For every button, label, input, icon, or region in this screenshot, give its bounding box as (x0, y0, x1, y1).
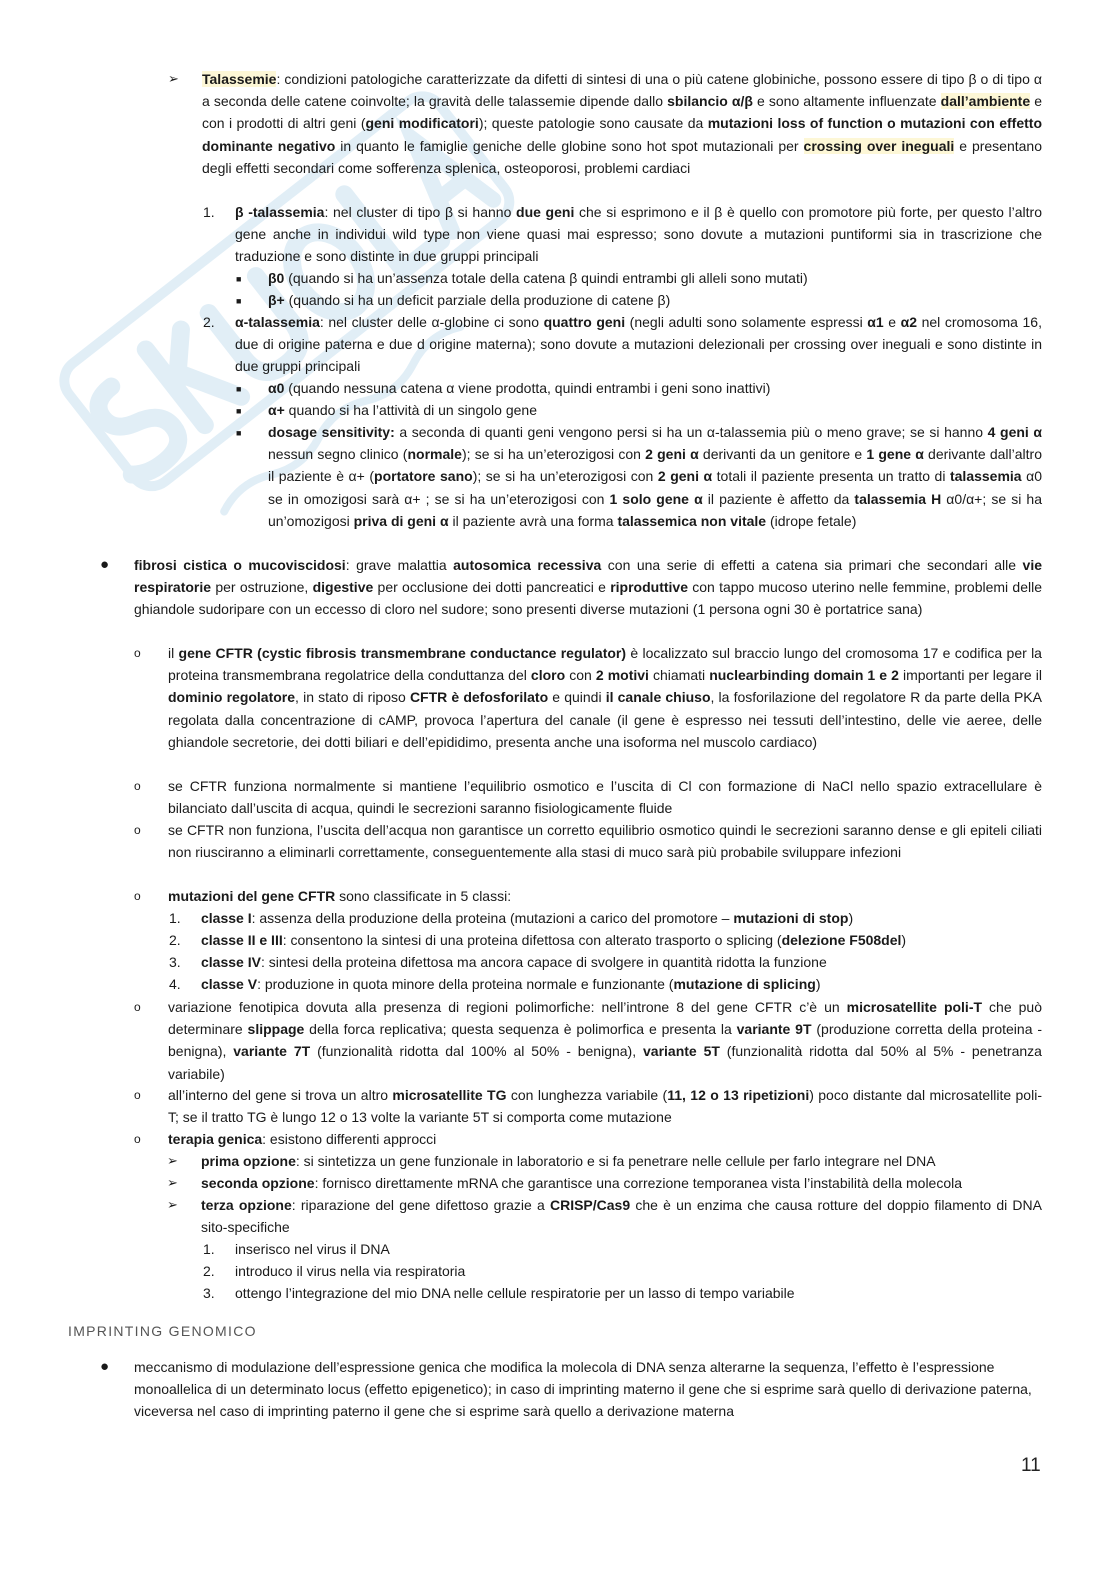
list-number: 1. (169, 910, 181, 926)
beta-talassemia-item: 1. β -talassemia: nel cluster di tipo β si hanno due geni che si esprimono e il β è quello con promotore più forte, per questo l’altro gene anche in individui wild type non viene quasi mai espresso; sono dovute a mutazioni puntiformi sia in trascrizione che traduzione e sono distinte in due gruppi principali (235, 201, 1042, 268)
cftr-gene-item: o il gene CFTR (cystic fibrosis transmembrane conductance regulator) è localizzato sul braccio lungo del cromosoma 17 e codifica per la proteina transmembrana regolatrice della conduttanza del cloro con 2 motivi chiamati nuclearbinding domain 1 e 2 importanti per legare il dominio regolatore, in stato di riposo CFTR è defosforilato e quindi il canale chiuso, la fosforilazione del regolatore R da parte della PKA regolata dalla concentrazione di cAMP, provoca l’apertura del canale (il gene è espresso nei tessuti dell’intestino, delle vie aeree, delle ghiandole secretorie, dei dotti biliari e dell’epididimo, presenta anche una isoforma nel muscolo cardiaco) (168, 642, 1042, 753)
cftr-normal-item: o se CFTR funziona normalmente si mantiene l’equilibrio osmotico e l’uscita di Cl con formazione di NaCl nello spazio extracellulare è bilanciato dall’uscita di acqua, quindi le secrezioni saranno fisiologicamente fluide (168, 775, 1042, 819)
circle-bullet-icon: o (134, 1088, 141, 1102)
dosage-sensitivity-item: ■ dosage sensitivity: a seconda di quanti geni vengono persi si ha un α-talassemia più o meno grave; se si hanno 4 geni α nessun segno clinico (normale); se si ha un’eterozigosi con 2 geni α derivanti da un genitore e 1 gene α derivante dall’altro il paziente è α+ (portatore sano); se si ha un’eterozigosi con 2 geni α totali il paziente presenta un tratto di talassemia α0 se in omozigosi sarà α+ ; se si ha un’eterozigosi con 1 solo gene α il paziente è affetto da talassemia H α0/α+; se si ha un’omozigosi priva di geni α il paziente avrà una forma talassemica non vitale (idrope fetale) (236, 424, 1043, 529)
square-bullet-icon: ■ (236, 274, 242, 284)
list-number: 1. (203, 204, 215, 220)
list-number: 3. (203, 1285, 215, 1301)
mutation-class-1: 1. classe I: assenza della produzione della proteina (mutazioni a carico del promotore – mutazioni di stop) (201, 907, 1042, 929)
cftr-mutations-item: o mutazioni del gene CFTR sono classificate in 5 classi: (168, 885, 1042, 907)
circle-bullet-icon: o (134, 889, 141, 903)
therapy-option-1: ➢ prima opzione: si sintetizza un gene funzionale in laboratorio e si fa penetrare nelle cellule per farlo integrare nel DNA (201, 1150, 1042, 1172)
list-number: 2. (203, 314, 215, 330)
alpha-talassemia-item: 2. α-talassemia: nel cluster delle α-globine ci sono quattro geni (negli adulti sono solamente espressi α1 e α2 nel cromosoma 16, due di origine paterna e due d origine materna); sono dovute a mutazioni delezionali per crossing over ineguali e sono distinte in due gruppi principali (235, 311, 1042, 378)
beta-plus-item: ■ β+ (quando si ha un deficit parziale della produzione di catene β) (268, 289, 1042, 311)
alpha-plus-item: ■ α+ quando si ha l’attività di un singolo gene (268, 399, 1042, 421)
page-number: 11 (1021, 1455, 1041, 1476)
round-bullet-icon: ● (100, 1358, 110, 1375)
therapy-option-3: ➢ terza opzione: riparazione del gene difettoso grazie a CRISP/Cas9 che è un enzima che causa rotture del doppio filamento di DNA sito-specifiche (201, 1194, 1042, 1238)
cftr-not-working-item: o se CFTR non funziona, l’uscita dell’acqua non garantisce un corretto equilibrio osmotico quindi le secrezioni saranno dense e gli epiteli ciliati non riusciranno a eliminarli correttamente, conseguentemente alla stasi di muco sarà più probabile sviluppare infezioni (168, 819, 1042, 863)
arrow-bullet-icon: ➢ (168, 71, 179, 86)
round-bullet-icon: ● (100, 556, 110, 573)
section-heading: IMPRINTING GENOMICO (68, 1323, 257, 1339)
therapy-option-2: ➢ seconda opzione: fornisco direttamente mRNA che garantisce una correzione temporanea vista l’instabilità della molecola (201, 1172, 1042, 1194)
mutation-class-2-3: 2. classe II e III: consentono la sintesi di una proteina difettosa con alterato trasporto o splicing (delezione F508del) (201, 929, 1042, 951)
phenotypic-variation-item: o variazione fenotipica dovuta alla presenza di regioni polimorfiche: nell’introne 8 del gene CFTR c’è un microsatellite poli-T che può determinare slippage della forca replicativa; questa sequenza è polimorfica e presenta la variante 9T (produzione corretta della proteina - benigna), variante 7T (funzionalità ridotta dal 100% al 50% - benigna), variante 5T (funzionalità ridotta dal 50% al 5% - penetranza variabile) (168, 996, 1042, 1085)
list-number: 4. (169, 976, 181, 992)
square-bullet-icon: ■ (236, 296, 242, 306)
beta0-item: ■ β0 (quando si ha un’assenza totale della catena β quindi entrambi gli alleli sono mutati) (268, 267, 1042, 289)
arrow-bullet-icon: ➢ (167, 1197, 178, 1212)
mutation-class-4: 3. classe IV: sintesi della proteina difettosa ma ancora capace di svolgere in quantità ridotta la funzione (201, 951, 1042, 973)
fibrosi-cistica-item: ● fibrosi cistica o mucoviscidosi: grave malattia autosomica recessiva con una serie di effetti a catena sia primari che secondari alle vie respiratorie per ostruzione, digestive per occlusione dei dotti pancreatici e riproduttive con tappo mucoso uterino nelle femmine, problemi delle ghiandole sudoripare con un eccesso di cloro nel sudore; sono presenti diverse mutazioni (1 persona ogni 30 è portatrice sana) (100, 556, 1043, 618)
list-number: 2. (203, 1263, 215, 1279)
mutation-class-5: 4. classe V: produzione in quota minore della proteina normale e funzionante (mutazione di splicing) (201, 973, 1042, 995)
circle-bullet-icon: o (134, 646, 141, 660)
circle-bullet-icon: o (134, 1000, 141, 1014)
list-number: 1. (203, 1241, 215, 1257)
arrow-bullet-icon: ➢ (167, 1175, 178, 1190)
list-number: 3. (169, 954, 181, 970)
circle-bullet-icon: o (134, 779, 141, 793)
square-bullet-icon: ■ (236, 406, 242, 416)
therapy-step-1: 1. inserisco nel virus il DNA (235, 1238, 1042, 1260)
alpha0-item: ■ α0 (quando nessuna catena α viene prodotta, quindi entrambi i geni sono inattivi) (268, 377, 1042, 399)
therapy-step-2: 2. introduco il virus nella via respiratoria (235, 1260, 1042, 1282)
imprinting-item: ● meccanismo di modulazione dell’espressione genica che modifica la molecola di DNA senza alterarne la sequenza, l’effetto è l’espressione monoallelica di un determinato locus (effetto epigenetico); in caso di imprinting materno il gene che si esprime sarà quello di derivazione paterna, viceversa nel caso di imprinting paterno il gene che si esprime sarà quello a derivazione materna (100, 1358, 1032, 1420)
arrow-bullet-icon: ➢ (167, 1153, 178, 1168)
list-number: 2. (169, 932, 181, 948)
therapy-step-3: 3. ottengo l’integrazione del mio DNA nelle cellule respiratorie per un lasso di tempo variabile (235, 1282, 1042, 1304)
circle-bullet-icon: o (134, 1132, 141, 1146)
circle-bullet-icon: o (134, 823, 141, 837)
tg-microsatellite-item: o all’interno del gene si trova un altro microsatellite TG con lunghezza variabile (11, 12 o 13 ripetizioni) poco distante dal microsatellite poli-T; se il tratto TG è lungo 12 o 13 volte la variante 5T si comporta come mutazione (168, 1084, 1042, 1128)
talassemie-item: ➢ Talassemie: condizioni patologiche caratterizzate da difetti di sintesi di una o più catene globiniche, possono essere di tipo β o di tipo α a seconda delle catene coinvolte; la gravità delle talassemie dipende dallo sbilancio α/β e sono altamente influenzate dall’ambiente e con i prodotti di altri geni (geni modificatori); queste patologie sono causate da mutazioni loss of function o mutazioni con effetto dominante negativo in quanto le famiglie geniche delle globine sono hot spot mutazionali per crossing over ineguali e presentano degli effetti secondari come sofferenza splenica, osteoporosi, problemi cardiaci (202, 68, 1042, 179)
square-bullet-icon: ■ (236, 384, 242, 394)
square-bullet-icon: ■ (236, 428, 242, 438)
gene-therapy-item: o terapia genica: esistono differenti approcci (168, 1128, 1042, 1150)
